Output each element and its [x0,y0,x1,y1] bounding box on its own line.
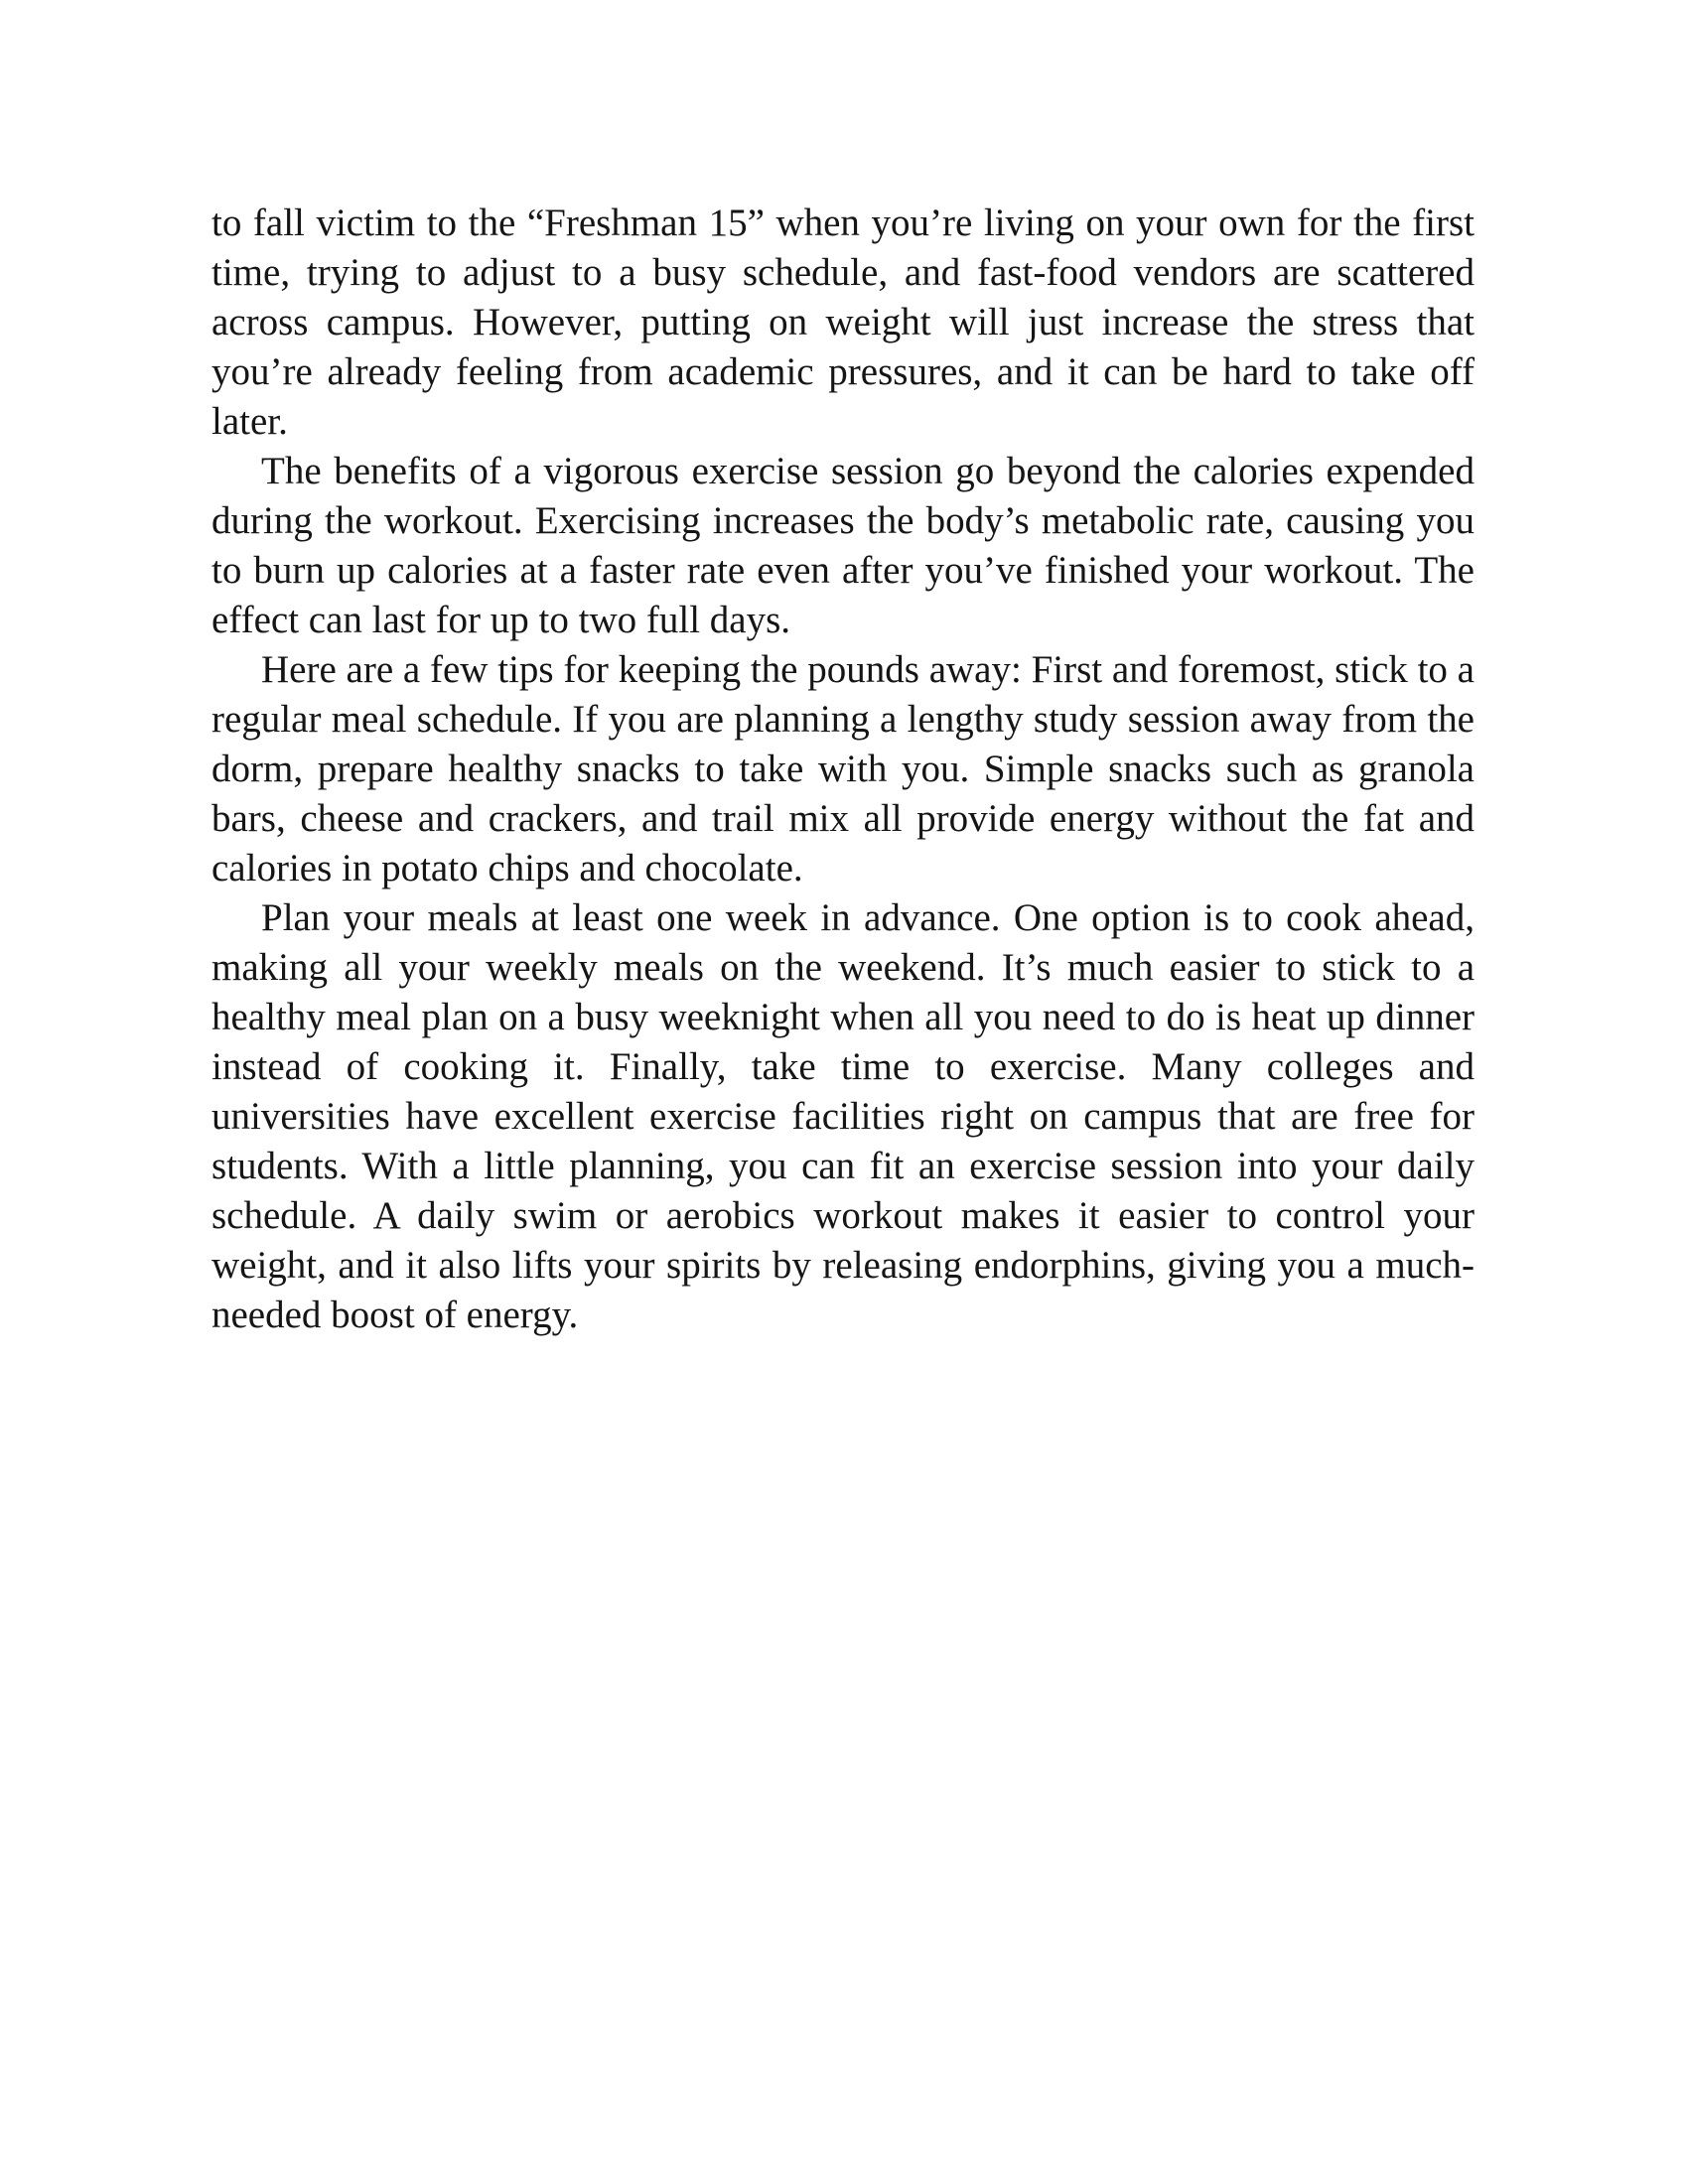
paragraph-continuation: to fall victim to the “Freshman 15” when you’re living on your own for the first time, trying to adjust to a busy schedule, and fast-food vendors are scattered across campus. However, putting on weight will just increase the stress that you’re already feeling from academic pressures, and it can be hard to take off later. [211,202,1475,443]
paragraph-exercise-benefits: The benefits of a vigorous exercise session go beyond the calories expended during the workout. Exercising increases the body’s metabolic rate, causing you to burn up calories at a faster rate even after you’ve finished your workout. The effect can last for up to two full days. [211,450,1475,641]
paragraph-meal-planning: Plan your meals at least one week in advance. One option is to cook ahead, making all your weekly meals on the weekend. It’s much easier to stick to a healthy meal plan on a busy weeknight when all you need to do is heat up dinner instead of cooking it. Finally, take time to exercise. Many colleges and universities have excellent exercise facilities right on campus that are free for students. With a little planning, you can fit an exercise session into your daily schedule. A daily swim or aerobics workout makes it easier to control your weight, and it also lifts your spirits by releasing endorphins, giving you a much-needed boost of energy. [211,896,1475,1336]
paragraph-tips: Here are a few tips for keeping the pounds away: First and foremost, stick to a regular meal schedule. If you are planning a lengthy study session away from the dorm, prepare healthy snacks to take with you. Simple snacks such as granola bars, cheese and crackers, and trail mix all provide energy without the fat and calories in potato chips and chocolate. [211,648,1475,889]
body-text [211,199,1475,1340]
